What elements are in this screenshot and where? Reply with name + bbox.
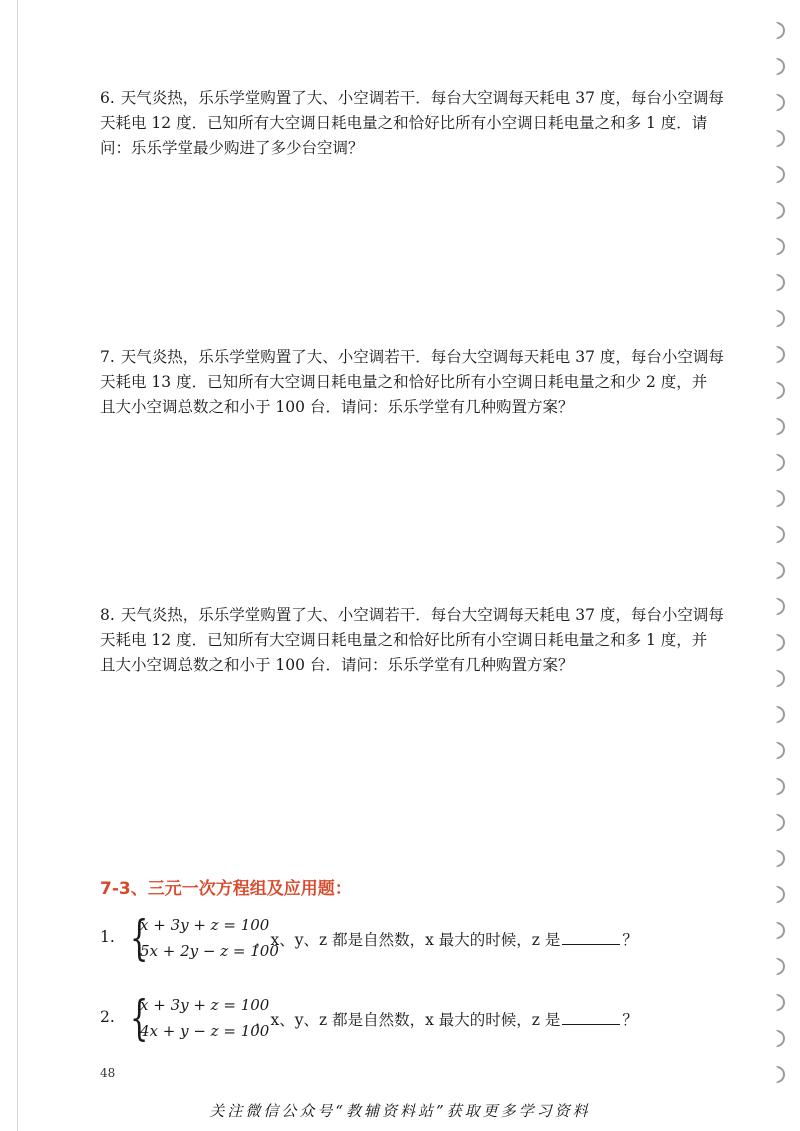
equation: 4x + y − z = 100 — [140, 1022, 270, 1040]
problem-number: 6. — [100, 89, 115, 107]
binder-ring — [776, 166, 785, 183]
binder-ring — [776, 814, 785, 831]
binder-ring — [776, 634, 785, 651]
binder-ring — [776, 1066, 785, 1083]
problem-line: 问：乐乐学堂最少购进了多少台空调？ — [100, 139, 364, 157]
problem-line: 6. 天气炎热，乐乐学堂购置了大、小空调若干．每台大空调每天耗电 37 度，每台小空调每 — [100, 89, 724, 107]
question-text: ，x、y、z 都是自然数，x 最大的时候，z 是 ？ — [255, 1011, 638, 1029]
binder-ring — [776, 346, 785, 363]
binder-ring — [776, 22, 785, 39]
binder-ring — [776, 1030, 785, 1047]
problem-line: 8. 天气炎热，乐乐学堂购置了大、小空调若干．每台大空调每天耗电 37 度，每台小空调每 — [100, 606, 724, 624]
problem-number: 1. — [100, 928, 115, 946]
binder-ring — [776, 382, 785, 399]
equation: 5x + 2y − z = 100 — [140, 942, 279, 960]
binder-ring — [776, 94, 785, 111]
section-title: 7-3、三元一次方程组及应用题： — [100, 879, 352, 899]
problem-line: 天耗电 12 度．已知所有大空调日耗电量之和恰好比所有小空调日耗电量之和多 1 度，并 — [100, 631, 708, 649]
binder-ring — [776, 418, 785, 435]
problem-number: 7. — [100, 348, 115, 366]
equation: x + 3y + z = 100 — [140, 996, 270, 1014]
binder-ring — [776, 886, 785, 903]
problem-number: 2. — [100, 1008, 115, 1026]
binder-ring — [776, 526, 785, 543]
binder-ring — [776, 274, 785, 291]
binder-ring — [776, 202, 785, 219]
footer-text: 关注微信公众号“教辅资料站”获取更多学习资料 — [209, 1102, 591, 1120]
problem-line: 且大小空调总数之和小于 100 台．请问：乐乐学堂有几种购置方案？ — [100, 398, 574, 416]
question-text: ，x、y、z 都是自然数，x 最大的时候，z 是 ？ — [255, 931, 638, 949]
answer-blank — [562, 930, 620, 945]
binder-ring — [776, 562, 785, 579]
problem-line: 且大小空调总数之和小于 100 台．请问：乐乐学堂有几种购置方案？ — [100, 656, 574, 674]
binder-ring — [776, 958, 785, 975]
equation-problem-2 — [100, 992, 740, 1048]
equation-system — [140, 992, 269, 1044]
binder-ring — [776, 670, 785, 687]
problem-line: 天耗电 13 度．已知所有大空调日耗电量之和恰好比所有小空调日耗电量之和少 2 度，并 — [100, 373, 708, 391]
binder-ring — [776, 238, 785, 255]
binder-ring — [776, 922, 785, 939]
binder-ring — [776, 310, 785, 327]
answer-blank — [562, 1010, 620, 1025]
brace-icon: { — [130, 910, 149, 966]
binder-ring — [776, 598, 785, 615]
binder-ring — [776, 58, 785, 75]
binder-ring — [776, 130, 785, 147]
binder-ring — [776, 706, 785, 723]
problem-7 — [100, 345, 740, 420]
equation-problem-1 — [100, 912, 740, 968]
brace-icon: { — [130, 990, 149, 1046]
problem-line: 天耗电 12 度．已知所有大空调日耗电量之和恰好比所有小空调日耗电量之和多 1 度．请 — [100, 114, 708, 132]
page-edge-line — [17, 0, 18, 1131]
binder-ring — [776, 742, 785, 759]
binder-ring — [776, 778, 785, 795]
binder-ring — [776, 454, 785, 471]
problem-line: 7. 天气炎热，乐乐学堂购置了大、小空调若干．每台大空调每天耗电 37 度，每台小空调每 — [100, 348, 724, 366]
equation: x + 3y + z = 100 — [140, 916, 270, 934]
problem-6 — [100, 86, 740, 161]
binder-ring — [776, 994, 785, 1011]
problem-8 — [100, 603, 740, 678]
page-number: 48 — [100, 1066, 116, 1080]
binder-rings — [774, 22, 794, 1092]
problem-number: 8. — [100, 606, 115, 624]
binder-ring — [776, 850, 785, 867]
binder-ring — [776, 490, 785, 507]
